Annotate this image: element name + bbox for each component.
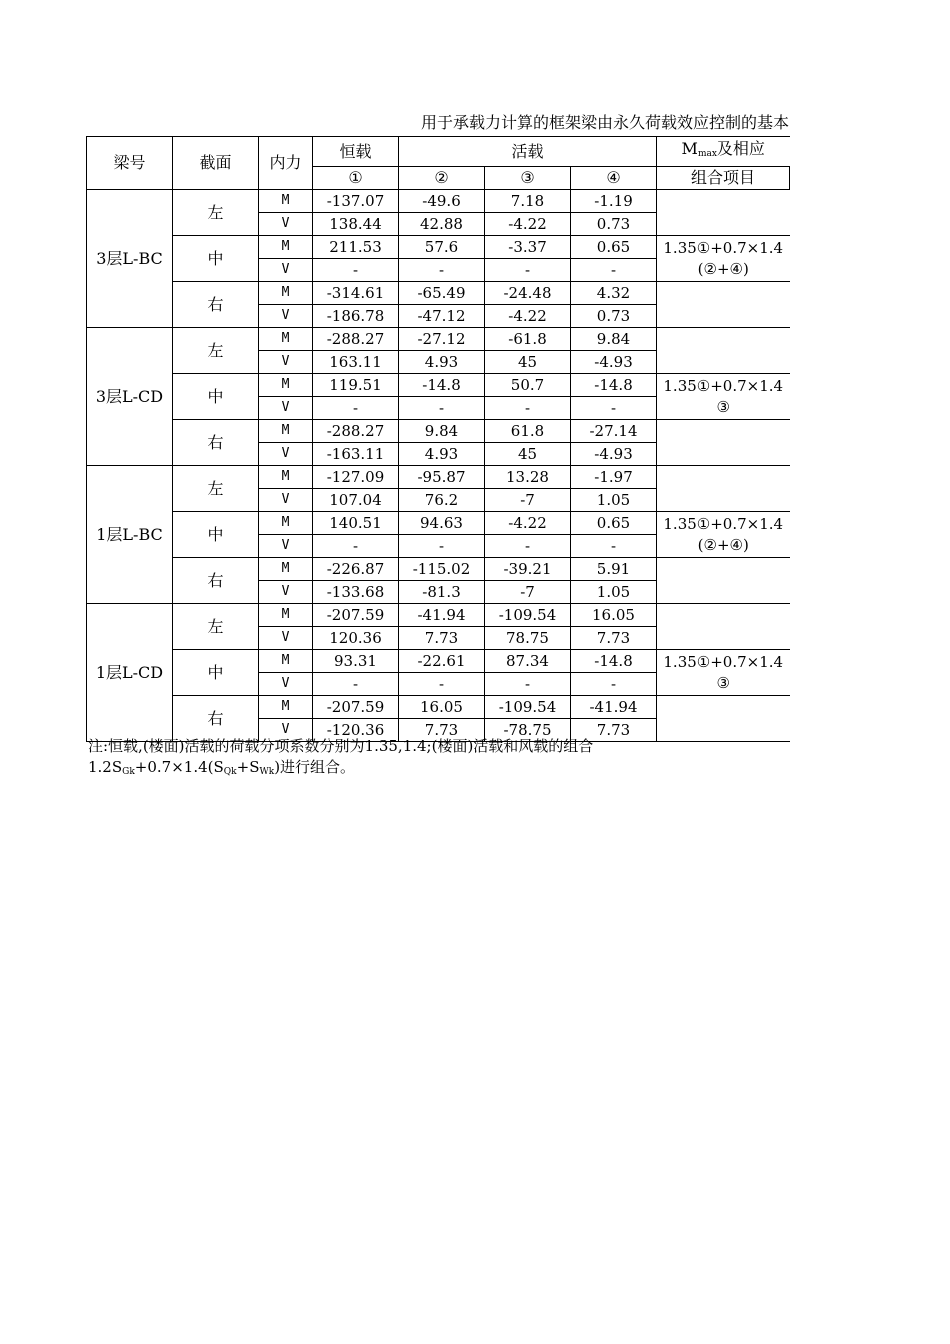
- header-mmax-suffix: 及相应: [716, 139, 765, 158]
- title-text: 用于承载力计算的框架梁由永久荷载效应控制的基本: [420, 113, 789, 132]
- table-title: [330, 110, 789, 136]
- value-cell-case-4: -1.97: [571, 466, 657, 489]
- value-cell-case-3: 13.28: [485, 466, 571, 489]
- table-row: [87, 558, 790, 581]
- table-row: [87, 512, 790, 535]
- combo-cell: 1.35①+0.7×1.4③: [657, 650, 790, 696]
- table-row: [87, 650, 790, 673]
- value-cell-case-1: 140.51: [313, 512, 399, 535]
- value-cell-case-2: -: [399, 673, 485, 696]
- section-label: 右: [173, 282, 259, 328]
- section-label: 右: [173, 558, 259, 604]
- value-cell-case-3: 50.7: [485, 374, 571, 397]
- value-cell-case-3: -: [485, 673, 571, 696]
- value-cell-case-4: -: [571, 673, 657, 696]
- value-cell-case-2: -81.3: [399, 581, 485, 604]
- force-type: V: [259, 627, 313, 650]
- value-cell-case-1: 138.44: [313, 213, 399, 236]
- value-cell-case-2: -: [399, 397, 485, 420]
- force-type: V: [259, 673, 313, 696]
- value-cell-case-3: -78.75: [485, 719, 571, 742]
- section-label: 左: [173, 328, 259, 374]
- combo-cell: 1.35①+0.7×1.4(②+④): [657, 236, 790, 282]
- load-combination-table: [86, 136, 790, 742]
- table-row: [87, 420, 790, 443]
- footnote-line-1: 注:恒载,(楼面)活载的荷载分项系数分别为1.35,1.4;(楼面)活载和风载的组合: [88, 737, 594, 755]
- header-mmax-prefix: M: [681, 139, 698, 158]
- value-cell-case-2: 7.73: [399, 627, 485, 650]
- footnote-sub-qk: Qk: [223, 767, 237, 777]
- value-cell-case-4: -: [571, 397, 657, 420]
- value-cell-case-2: -65.49: [399, 282, 485, 305]
- value-cell-case-3: 45: [485, 351, 571, 374]
- beam-name: 3层L-CD: [87, 328, 173, 466]
- header-case-1: ①: [313, 167, 399, 190]
- empty-combo-cell: [657, 282, 790, 328]
- value-cell-case-2: -49.6: [399, 190, 485, 213]
- force-type: V: [259, 489, 313, 512]
- force-type: V: [259, 351, 313, 374]
- header-live-load: 活载: [399, 137, 657, 167]
- header-force: 内力: [259, 137, 313, 190]
- value-cell-case-2: -41.94: [399, 604, 485, 627]
- force-type: M: [259, 282, 313, 305]
- value-cell-case-2: -115.02: [399, 558, 485, 581]
- value-cell-case-4: -14.8: [571, 374, 657, 397]
- value-cell-case-1: 120.36: [313, 627, 399, 650]
- footnote-line-2: [88, 757, 790, 783]
- value-cell-case-1: -120.36: [313, 719, 399, 742]
- table-row: [87, 374, 790, 397]
- value-cell-case-4: 4.32: [571, 282, 657, 305]
- force-type: V: [259, 719, 313, 742]
- value-cell-case-2: -22.61: [399, 650, 485, 673]
- footnote-part-a: 1.2S: [88, 758, 123, 776]
- table-row: [87, 696, 790, 719]
- value-cell-case-1: -288.27: [313, 420, 399, 443]
- combo-cell: 1.35①+0.7×1.4③: [657, 374, 790, 420]
- value-cell-case-1: -207.59: [313, 696, 399, 719]
- value-cell-case-1: -314.61: [313, 282, 399, 305]
- value-cell-case-1: 119.51: [313, 374, 399, 397]
- value-cell-case-3: -61.8: [485, 328, 571, 351]
- section-label: 中: [173, 374, 259, 420]
- footnote-part-c: +S: [236, 758, 260, 776]
- value-cell-case-4: 0.73: [571, 213, 657, 236]
- value-cell-case-3: -109.54: [485, 604, 571, 627]
- value-cell-case-1: 107.04: [313, 489, 399, 512]
- value-cell-case-4: 7.73: [571, 627, 657, 650]
- value-cell-case-4: -27.14: [571, 420, 657, 443]
- combo-cell: 1.35①+0.7×1.4(②+④): [657, 512, 790, 558]
- value-cell-case-3: -7: [485, 489, 571, 512]
- table-row: [87, 328, 790, 351]
- value-cell-case-2: -14.8: [399, 374, 485, 397]
- value-cell-case-4: 0.65: [571, 512, 657, 535]
- table-row: [87, 236, 790, 259]
- value-cell-case-4: 0.65: [571, 236, 657, 259]
- empty-combo-cell: [657, 328, 790, 374]
- value-cell-case-4: 0.73: [571, 305, 657, 328]
- value-cell-case-3: 7.18: [485, 190, 571, 213]
- force-type: V: [259, 581, 313, 604]
- value-cell-case-2: -47.12: [399, 305, 485, 328]
- value-cell-case-2: 7.73: [399, 719, 485, 742]
- value-cell-case-3: -: [485, 259, 571, 282]
- value-cell-case-3: 78.75: [485, 627, 571, 650]
- force-type: V: [259, 443, 313, 466]
- table-row: [87, 604, 790, 627]
- header-combo: 组合项目: [657, 167, 790, 190]
- value-cell-case-1: -137.07: [313, 190, 399, 213]
- empty-combo-cell: [657, 466, 790, 512]
- value-cell-case-3: -4.22: [485, 512, 571, 535]
- force-type: V: [259, 305, 313, 328]
- section-label: 左: [173, 190, 259, 236]
- value-cell-case-1: 163.11: [313, 351, 399, 374]
- value-cell-case-2: 94.63: [399, 512, 485, 535]
- force-type: M: [259, 374, 313, 397]
- force-type: V: [259, 397, 313, 420]
- header-case-3: ③: [485, 167, 571, 190]
- empty-combo-cell: [657, 558, 790, 604]
- value-cell-case-1: -207.59: [313, 604, 399, 627]
- footnote-sub-gk: Gk: [122, 767, 135, 777]
- header-case-4: ④: [571, 167, 657, 190]
- header-beam: 梁号: [87, 137, 173, 190]
- force-type: M: [259, 604, 313, 627]
- value-cell-case-4: -14.8: [571, 650, 657, 673]
- force-type: M: [259, 190, 313, 213]
- value-cell-case-1: -133.68: [313, 581, 399, 604]
- footnote-part-b: +0.7×1.4(S: [134, 758, 224, 776]
- value-cell-case-2: 4.93: [399, 443, 485, 466]
- value-cell-case-4: 5.91: [571, 558, 657, 581]
- value-cell-case-2: 76.2: [399, 489, 485, 512]
- section-label: 左: [173, 466, 259, 512]
- value-cell-case-2: 9.84: [399, 420, 485, 443]
- force-type: M: [259, 696, 313, 719]
- empty-combo-cell: [657, 420, 790, 466]
- table-row: [87, 466, 790, 489]
- value-cell-case-1: -226.87: [313, 558, 399, 581]
- value-cell-case-2: -27.12: [399, 328, 485, 351]
- value-cell-case-1: -163.11: [313, 443, 399, 466]
- force-type: V: [259, 259, 313, 282]
- force-type: M: [259, 466, 313, 489]
- header-mmax: [657, 137, 790, 167]
- header-case-2: ②: [399, 167, 485, 190]
- value-cell-case-4: -1.19: [571, 190, 657, 213]
- empty-combo-cell: [657, 696, 790, 742]
- value-cell-case-4: -4.93: [571, 443, 657, 466]
- force-type: M: [259, 512, 313, 535]
- force-type: M: [259, 420, 313, 443]
- value-cell-case-2: -: [399, 259, 485, 282]
- section-label: 中: [173, 650, 259, 696]
- value-cell-case-4: 1.05: [571, 581, 657, 604]
- beam-name: 1层L-CD: [87, 604, 173, 742]
- section-label: 中: [173, 512, 259, 558]
- value-cell-case-1: 93.31: [313, 650, 399, 673]
- value-cell-case-4: -4.93: [571, 351, 657, 374]
- header-mmax-sub: max: [697, 149, 717, 159]
- value-cell-case-1: -127.09: [313, 466, 399, 489]
- value-cell-case-3: -24.48: [485, 282, 571, 305]
- value-cell-case-1: -: [313, 397, 399, 420]
- force-type: M: [259, 328, 313, 351]
- value-cell-case-4: 7.73: [571, 719, 657, 742]
- value-cell-case-3: -: [485, 535, 571, 558]
- force-type: M: [259, 558, 313, 581]
- value-cell-case-3: 87.34: [485, 650, 571, 673]
- value-cell-case-3: 61.8: [485, 420, 571, 443]
- empty-combo-cell: [657, 190, 790, 236]
- value-cell-case-2: 42.88: [399, 213, 485, 236]
- footnote-sub-wk: Wk: [259, 767, 275, 777]
- force-type: M: [259, 236, 313, 259]
- section-label: 右: [173, 420, 259, 466]
- value-cell-case-1: 211.53: [313, 236, 399, 259]
- value-cell-case-2: -95.87: [399, 466, 485, 489]
- table-row: [87, 190, 790, 213]
- value-cell-case-4: -: [571, 535, 657, 558]
- value-cell-case-3: -109.54: [485, 696, 571, 719]
- value-cell-case-3: -4.22: [485, 305, 571, 328]
- section-label: 右: [173, 696, 259, 742]
- table-row: [87, 282, 790, 305]
- value-cell-case-4: -41.94: [571, 696, 657, 719]
- table-body: [87, 190, 790, 742]
- value-cell-case-2: 4.93: [399, 351, 485, 374]
- value-cell-case-3: -39.21: [485, 558, 571, 581]
- beam-name: 3层L-BC: [87, 190, 173, 328]
- empty-combo-cell: [657, 604, 790, 650]
- force-type: V: [259, 213, 313, 236]
- value-cell-case-3: -: [485, 397, 571, 420]
- value-cell-case-3: -3.37: [485, 236, 571, 259]
- value-cell-case-3: -7: [485, 581, 571, 604]
- value-cell-case-2: -: [399, 535, 485, 558]
- value-cell-case-1: -: [313, 535, 399, 558]
- value-cell-case-2: 57.6: [399, 236, 485, 259]
- value-cell-case-4: 9.84: [571, 328, 657, 351]
- footnote-part-d: )进行组合。: [274, 758, 356, 776]
- value-cell-case-2: 16.05: [399, 696, 485, 719]
- header-section: 截面: [173, 137, 259, 190]
- value-cell-case-4: 16.05: [571, 604, 657, 627]
- beam-name: 1层L-BC: [87, 466, 173, 604]
- header-dead-load: 恒载: [313, 137, 399, 167]
- value-cell-case-1: -: [313, 259, 399, 282]
- force-type: V: [259, 535, 313, 558]
- value-cell-case-1: -: [313, 673, 399, 696]
- table-header: [87, 137, 790, 190]
- value-cell-case-3: -4.22: [485, 213, 571, 236]
- value-cell-case-4: 1.05: [571, 489, 657, 512]
- force-type: M: [259, 650, 313, 673]
- section-label: 左: [173, 604, 259, 650]
- footnote: [88, 736, 790, 783]
- value-cell-case-4: -: [571, 259, 657, 282]
- section-label: 中: [173, 236, 259, 282]
- value-cell-case-1: -186.78: [313, 305, 399, 328]
- value-cell-case-3: 45: [485, 443, 571, 466]
- value-cell-case-1: -288.27: [313, 328, 399, 351]
